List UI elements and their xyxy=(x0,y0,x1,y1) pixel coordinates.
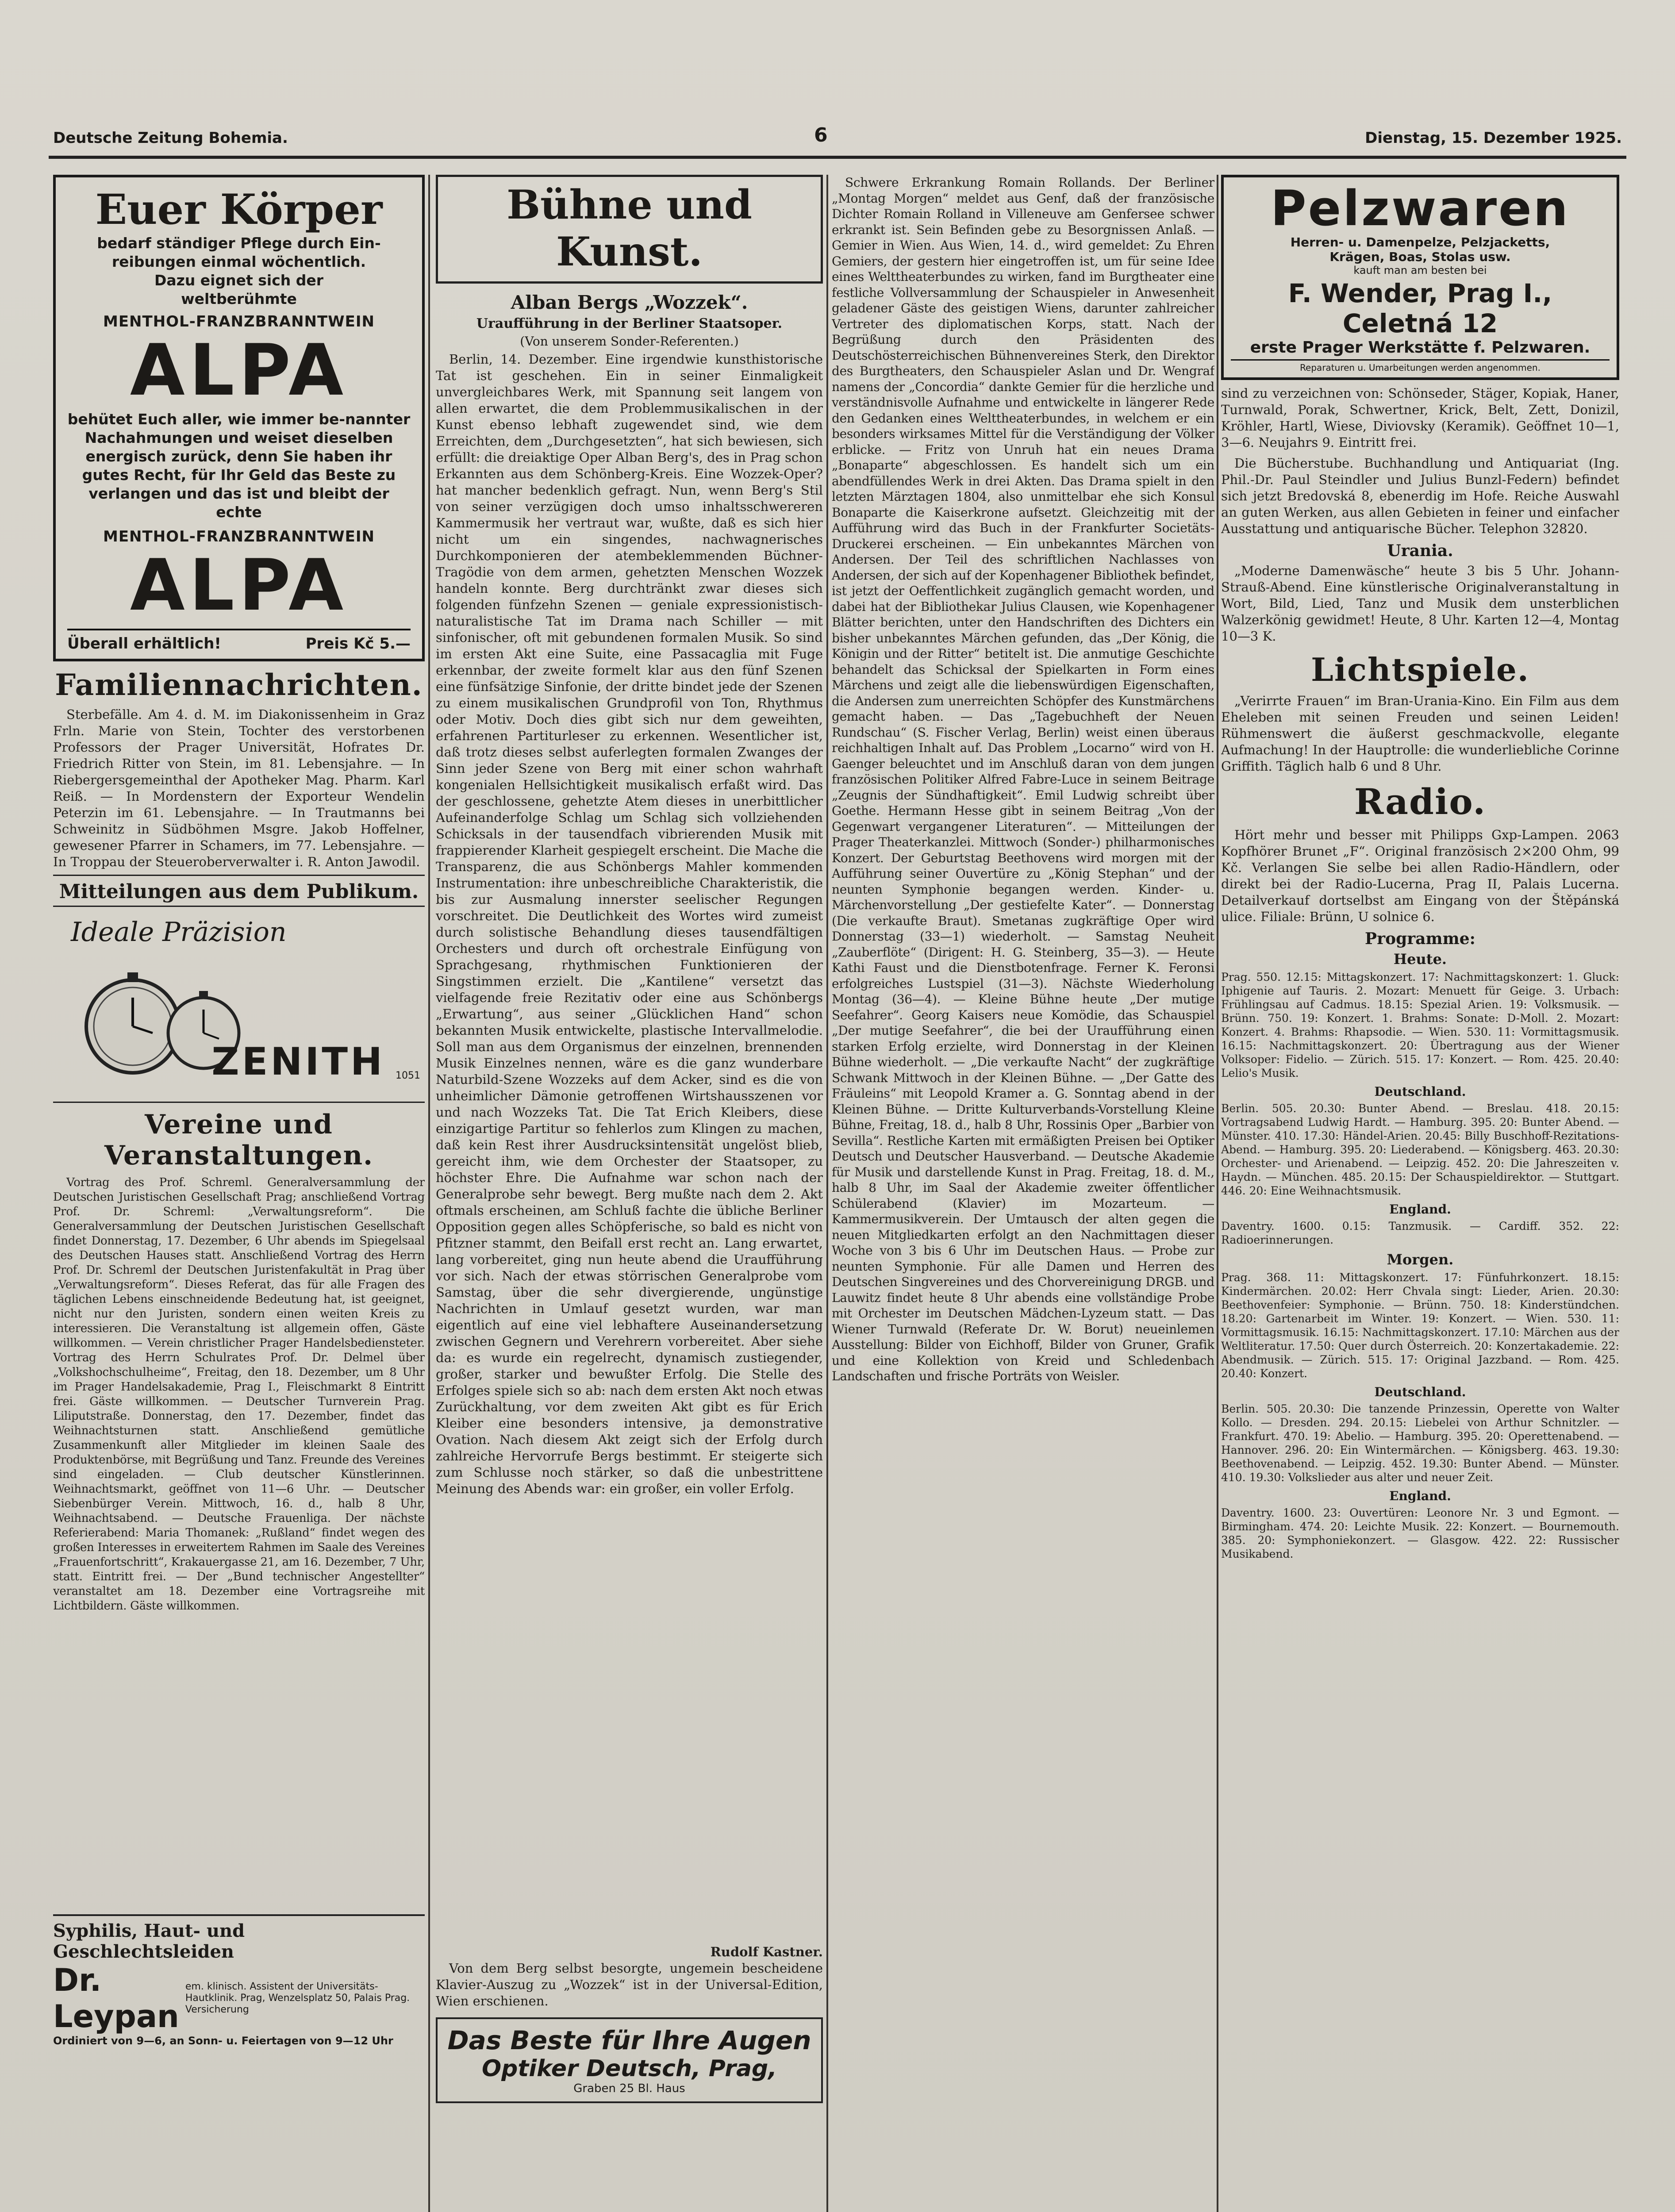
alpa-line: weltberühmte xyxy=(181,290,297,307)
germany-heading: Deutschland. xyxy=(1374,1084,1466,1099)
alpa-advertisement xyxy=(53,175,425,661)
alpa-brand: ALPA xyxy=(130,544,348,626)
alpa-footer xyxy=(67,629,411,653)
family-news-text: Sterbefälle. Am 4. d. M. im Diakonissenheim in Graz Frln. Marie von Stein, Tochter des verstorbenen Professors der Prager Universität, Hofrates Dr. Friedrich Ritter von Stein, im 81. Lebensjahre. — In Riebergersgemeinthal der Apotheker Mag. Pharm. Karl Reiß. — In Mordenstern der Exporteur Wendelin Peterzin im 61. Lebensjahre. — In Trautmanns bei Schweinitz in Südböhmen Msgre. Jakob Hoffelner, gewesener Pfarrer in Schamers, im 77. Lebensjahre. — In Troppau der Steueroberverwalter i. R. Anton Jawodil. xyxy=(53,707,425,869)
optiker-deutsch-advertisement xyxy=(436,2017,823,2103)
today-heading: Heute. xyxy=(1393,951,1447,968)
running-header xyxy=(53,120,1622,151)
optiker-address: Graben 25 Bl. Haus xyxy=(573,2082,685,2095)
column-separator xyxy=(1217,175,1218,2212)
alpa-price: Preis Kč 5.— xyxy=(305,635,411,653)
column-separator xyxy=(826,175,828,2212)
column-separator xyxy=(428,175,430,2212)
optiker-name: Optiker Deutsch, Prag, xyxy=(481,2055,777,2082)
wozzek-review-text: Berlin, 14. Dezember. Eine irgendwie kunsthistorische Tat ist geschehen. Ein in seiner Einmaligkeit unvergleichbares Werk, mit Spannung seit langem von allen erwartet, die dem Problemmusikalischen in der Kunst ebenso lebhaft zugewendet sind, wie dem Erreichten, dem „Durchgesetzten“, hat sich bewiesen, sich erfüllt: die dreiaktige Oper Alban Berg's, des in Prag schon Erkannten aus dem Schönberg-Kreis. Eine Wozzek-Oper? hat mancher bedenklich gefragt. Nun, wenn Berg's Stil von seiner verzügigen doch umso inhaltsschwereren Kammermusik her vertraut war, wußte, daß es sich hier nicht um ein singendes, nachwagnerisches Durchkomponieren der atembeklemmenden Büchner-Tragödie von dem armen, gehetzten Menschen Wozzek handeln konnte. Berg durchtränkt zwar dieses sich folgenden fünfzehn Szenen — geniale expressionistisch-naturalistische Tat im Drama nach Schiller — mit sinfonischer, oft mit gebundenen formalen Musik. So sind im ersten Akt eine Suite, eine Passacaglia mit Fuge erkennbar, der zweite formelt klar aus den fünf Szenen eine fünfsätzige Sinfonie, der dritte bindet jede der Szenen zu einem musikalischen Grundprofil von Ton, Rhythmus oder Motiv. Doch dies gibt sich nur dem geweihten, erfahrenen Partiturleser zu erkennen. Wesentlicher ist, daß trotz dieses selbst auferlegten formalen Zwanges der Sinn jeder Szene von Berg mit einer schon wahrhaft kongenialen Hellsichtigkeit musikalisch erfaßt wird. Das der geschlossene, gehetzte Atem dieses in unerbittlicher Aufeinanderfolge Schlag um Schlag sich vollziehenden Schicksals in der tausendfach vibrierenden Musik mit frappierender Klarheit gespiegelt erscheint. Die Mache die Transparenz, die aus Schönbergs Mahler kommenden Instrumentation: ihre unbeschreibliche Charakteristik, die bis zur Ausmalung innerster seelischer Regungen vorschreitet. Die Deutlichkeit des Wortes wird zumeist durch solistische Behandlung dieses tausendfältigen Orchesters und durch oft orchestrale Einfügung von Sprachgesang, rhythmischen Funktionieren der Singstimmen erzielt. Die „Kantilene“ versetzt das vielfagende freie Rezitativ oder eine aus Schönbergs „Erwartung“, aus seiner „Glücklichen Hand“ schon bekannten Musik entwickelte, plastische Intervallmelodie. Soll man aus dem Organismus der einzelnen, brennenden Musik Einzelnes nennen, wäre es die ganz wunderbare Naturbild-Szene Wozzeks auf dem Acker, sind es die von unheimlicher Dämonie getroffenen Wirtshausszenen vor und nach Wozzeks Tat. Die Tat Erich Kleibers, diese einzigartige Partitur so fehlerlos zum Klingen zu machen, daß kein Rest ihrer Ausdrucksintensität ungelöst blieb, gereicht ihm, wie dem Orchester der Staatsoper, zu höchster Ehre. Die Aufnahme war schon nach der Generalprobe sehr bewegt. Berg mußte nach dem 2. Akt oftmals erscheinen, am Schluß fachte die übliche Berliner Opposition gegen alles Schöpferische, so bald es nicht von Pfitzner stammt, den Beifall erst recht an. Lang erwartet, lang vorbereitet, ging nun heute abend die Uraufführung vor sich. Nach der etwas störrischen Generalprobe vom Samstag, über die sehr divergierende, ungünstige Nachrichten in Umlauf gesetzt wurden, war man eigentlich auf eine viel lebhaftere Auseinandersetzung zwischen Gegnern und Verehrern vorbereitet. Aber siehe da: es wurde ein regelrecht, dynamisch zustiegender, großer, starker und bewußter Erfolg. Die Stelle des Erfolges spiele sich so ab: nach dem ersten Akt noch etwas Zurückhaltung, vor dem zweiten Akt gibt es für Erich Kleiber eine besonders intensive, ja demonstrative Ovation. Nach diesem Akt zeigt sich der Erfolg durch zahlreiche Hervorrufe Bergs bestimmt. Er steigerte sich zum Schlusse noch stärker, so daß die unbestrittene Meinung des Abends war: ein großer, ein voller Erfolg. xyxy=(436,352,823,1496)
events-text: Vortrag des Prof. Schreml. Generalversammlung der Deutschen Juristischen Gesellschaft Prag; anschließend Vortrag Prof. Dr. Schreml: „Verwaltungsreform“. Die Generalversammlung der Deutschen Juristischen Gesellschaft findet Donnerstag, 17. Dezember, 6 Uhr abends im Spiegelsaal des Deutschen Hauses statt. Anschließend Vortrag des Herrn Prof. Dr. Schreml der Deutschen Juristenfakultät in Prag über „Verwaltungsreform“. Dieses Referat, das für alle Fragen des täglichen Lebens einschneidende Bedeutung hat, ist geeignet, nicht nur den Juristen, sondern einen weiten Kreis zu interessieren. Die Veranstaltung ist allgemein offen, Gäste willkommen. — Verein christlicher Prager Handelsbediensteter. Vortrag des Herrn Schulrates Prof. Dr. Delmel über „Volkshochschulheime“, Freitag, den 18. Dezember, um 8 Uhr im Prager Handelsakademie, Prag I., Fleischmarkt 8 Eintritt frei. Gäste willkommen. — Deutscher Turnverein Prag. Liliputstraße. Donnerstag, den 17. Dezember, findet das Weihnachtsturnen statt. Anschließend gemütliche Zusammenkunft aller Mitglieder im kleinen Saale des Produktenbörse, mit Begrüßung und Tanz. Freunde des Vereines sind eingeladen. — Club deutscher Künstlerinnen. Weihnachtsmarkt, geöffnet von 11—6 Uhr. — Deutscher Siebenbürger Verein. Mittwoch, 16. d., halb 8 Uhr, Weihnachtsabend. — Deutsche Frauenliga. Der nächste Referierabend: Maria Thomanek: „Rußland“ findet wegen des großen Interesses in erweitertem Rahmen im Saale des Vereines „Frauenfortschritt“, Krakauergasse 21, am 16. Dezember, 7 Uhr, statt. Eintritt frei. — Der „Bund technischer Angestellter“ veranstaltet am 18. Dezember eine Vortragsreihe mit Lichtbildern. Gäste willkommen. xyxy=(53,1176,425,1613)
culture-news-text: Schwere Erkrankung Romain Rollands. Der Berliner „Montag Morgen“ meldet aus Genf, daß der französische Dichter Romain Rolland in Villeneuve am Genfersee schwer erkrankt ist. Sein Befinden gebe zu Besorgnissen Anlaß. — Gemier in Wien. Aus Wien, 14. d., wird gemeldet: Zu Ehren Gemiers, der gestern hier eingetroffen ist, um für seine Idee eines Welttheaterbundes zu wirken, fand im Burgtheater eine festliche Vollversammlung der Schauspieler in Anwesenheit geladener Gäste des geistigen Wiens, darunter zahlreicher Vertreter des diplomatischen Korps, statt. Nach der Begrüßung durch den Präsidenten des Deutschösterreichischen Bühnenvereines Sterk, den Direktor des Burgtheaters, den Schauspieler Aslan und Dr. Wengraf namens der „Concordia“ dankte Gemier für die herzliche und verständnisvolle Aufnahme und entwickelte in längerer Rede den Gedanken eines Welttheaterbundes, in welchem er ein besonders wirksames Mittel für die Verständigung der Völker erblicke. — Fritz von Unruh hat ein neues Drama „Bonaparte“ abgeschlossen. Es handelt sich um ein abendfüllendes Werk in drei Akten. Das Drama spielt in den letzten Märztagen 1804, also unmittelbar ehe sich Konsul Bonaparte die Kaiserkrone aufsetzt. Gleichzeitig mit der Aufführung wird das Buch in der Frankfurter Societäts-Druckerei erscheinen. — Ein unbekanntes Märchen von Andersen. Der Teil des schriftlichen Nachlasses von Andersen, der sich auf der Kopenhagener Bibliothek befindet, ist jetzt der Oeffentlichkeit zugänglich gemacht worden, und dabei hat der Bibliothekar Julius Clausen, wie Kopenhagener Blätter berichten, unter den Handschriften des Dichters ein bisher unbekanntes Märchen gefunden, das „Der König, die Königin und der Ritter“ betitelt ist. Die anmutige Geschichte behandelt das Schicksal der Spielkarten in Form eines Märchens und zeigt alle die liebenswürdigen Eigenschaften, die Andersen zum unerreichten Schöpfer des Kunstmärchens gemacht haben. — Das „Tagebuchheft der Neuen Rundschau“ (S. Fischer Verlag, Berlin) weist einen überaus reichhaltigen Inhalt auf. Das Problem „Locarno“ wird von H. Gaenger beleuchtet und im Anschluß daran von dem jungen französischen Politiker Alfred Fabre-Luce in seinem Beitrage „Zeugnis der Sündhaftigkeit“. Emil Ludwig schreibt über Goethe. Hermann Hesse gibt in seinem Beitrag „Von der Gegenwart vergangener Literaturen“. — Mitteilungen der Prager Theaterkanzlei. Mittwoch (Sonder-) philharmonisches Konzert. Der Geburtstag Beethovens wird morgen mit der Aufführung seiner Ouvertüre zu „König Stephan“ und der neunten Symphonie begangen werden. Kinder- u. Märchenvorstellung „Der gestiefelte Kater“. — Donnerstag (Die verkaufte Braut). Smetanas zugkräftige Oper wird Donnerstag (33—1) wiederholt. — Samstag Neuheit „Zauberflöte“ (Dirigent: H. G. Steinberg, 35—3). — Heute Kathi Faust und die Dienstbotenfrage. Ferner K. Feronsi erfolgreiches Lustspiel (31—3). Nächste Wiederholung Montag (36—4). — Kleine Bühne heute „Der mutige Seefahrer“. Georg Kaisers neue Komödie, das Schauspiel „Der mutige Seefahrer“, die bei der Uraufführung einen starken Erfolg erzielte, wird Donnerstag in der Kleinen Bühne wiederholt. — „Die verkaufte Nacht“ der zugkräftige Schwank Mittwoch in der Kleinen Bühne. — „Der Gatte des Fräuleins“ mit Leopold Kramer a. G. Sonntag abend in der Kleinen Bühne. — Dritte Kulturverbands-Vorstellung Kleine Bühne, Freitag, 18. d., halb 8 Uhr, Rossinis Oper „Barbier von Sevilla“. Restliche Karten mit ermäßigten Preisen bei Optiker Deutsch und Deutscher Hausverband. — Deutsche Akademie für Musik und darstellende Kunst in Prag. Freitag, 18. d. M., halb 8 Uhr, im Saal der Akademie zweiter öffentlicher Schülerabend (Klavier) im Mozarteum. — Kammermusikverein. Der Umtausch der alten gegen die neuen Mitgliedkarten erfolgt an den Nachmittagen dieser Woche von 3 bis 6 Uhr im Deutschen Haus. — Probe zur neunten Symphonie. Für alle Damen und Herren des Deutschen Singvereines und des Chorvereinigung DRGB. und Lauwitz findet heute 8 Uhr abends eine vollständige Probe mit Orchester im Deutschen Mädchen-Lyzeum statt. — Das Wiener Turnwald (Referate Dr. W. Borut) neueinlemen Ausstellung: Bilder von Eichhoff, Bilder von Gruner, Grafik und eine Kollektion von Kreid und Schledenbach Landschaften und frische Porträts von Weisler. xyxy=(832,175,1214,1383)
exhibition-text: sind zu verzeichnen von: Schönseder, Stäger, Kopiak, Haner, Turnwald, Porak, Schwertner, Krick, Belt, Zett, Donizil, Kröhler, Hartl, Wiese, Diviovsky (Keramik). Geöffnet 10—1, 3—6. Neujahrs 9. Eintritt frei. xyxy=(1221,386,1619,450)
column-1 xyxy=(53,175,425,2212)
column-3 xyxy=(832,175,1214,2212)
germany-programme: Berlin. 505. 20.30: Die tanzende Prinzessin, Operette von Walter Kollo. — Dresden. 294. 20.15: Liebelei von Arthur Schnitzler. — Frankfurt. 470. 19: Abelio. — Hamburg. 395. 20: Operettenabend. — Hannover. 296. 20: Ein Wintermärchen. — Königsberg. 463. 19.30: Beethovenabend. — Leipzig. 452. 19.30: Bunter Abend. — Münster. 410. 19.30: Volkslieder aus alter und neuer Zeit. xyxy=(1221,1402,1619,1484)
england-programme: Daventry. 1600. 0.15: Tanzmusik. — Cardiff. 352. 22: Radioerinnerungen. xyxy=(1221,1220,1619,1246)
page-number: 6 xyxy=(814,124,828,146)
programmes-heading: Programme: xyxy=(1365,929,1475,948)
alpa-product: MENTHOL-FRANZBRANNTWEIN xyxy=(103,528,375,545)
england-heading: England. xyxy=(1389,1202,1451,1217)
wozzek-heading: Alban Bergs „Wozzek“. xyxy=(511,292,748,313)
family-news-heading: Familiennachrichten. xyxy=(55,668,423,702)
radio-advert-text: Hört mehr und besser mit Philipps Gxp-Lampen. 2063 Kopfhörer Brunet „F“. Original französisch 2×200 Ohm, 99 Kč. Verlangen Sie selbe bei allen Radio-Händlern, oder direkt bei der Radio-Lucerna, Prag II, Palais Lucerna. Detailverkauf dortselbst am Eingang von der Štěpánská ulice. Filiale: Brünn, U solnice 6. xyxy=(1221,827,1619,924)
alpa-warning: behütet Euch aller, wie immer be-nannter Nachahmungen und weiset dieselben energisch zurück, denn Sie haben ihr gutes Recht, für Ihr Geld das Beste zu verlangen und das ist und bleibt der echte xyxy=(67,411,411,521)
alpa-product: MENTHOL-FRANZBRANNTWEIN xyxy=(103,313,375,330)
england-heading: England. xyxy=(1389,1489,1451,1503)
bookshop-text: Die Bücherstube. Buchhandlung und Antiquariat (Ing. Phil.-Dr. Paul Steindler und Julius Bunzl-Federn) befindet sich jetzt Bredovská 8, ebenerdig im Hofe. Reiche Auswahl an guten Werken, aus allen Gebieten in feiner und einfacher Ausstattung und antiquarische Bücher. Telephon 32820. xyxy=(1221,456,1619,536)
wozzek-subheading: Uraufführung in der Berliner Staatsoper. xyxy=(476,316,783,331)
pelz-line: kauft man am besten bei xyxy=(1353,264,1487,276)
alpa-headline: Euer Körper xyxy=(95,185,383,234)
ad-code: 1051 xyxy=(396,1070,420,1081)
germany-heading: Deutschland. xyxy=(1374,1385,1466,1399)
public-notices-heading: Mitteilungen aus dem Publikum. xyxy=(59,880,419,903)
radio-heading: Radio. xyxy=(1354,781,1487,822)
england-programme: Daventry. 1600. 23: Ouvertüren: Leonore Nr. 3 und Egmont. — Birmingham. 474. 20: Leichte Musik. 22: Konzert. — Bournemouth. 385. 20: Symphoniekonzert. — Glasgow. 422. 22: Russischer Musikabend. xyxy=(1221,1506,1619,1560)
zenith-slogan: Ideale Präzision xyxy=(71,917,287,948)
tomorrow-heading: Morgen. xyxy=(1387,1251,1454,1268)
divider xyxy=(53,875,425,876)
pelz-workshop: erste Prager Werkstätte f. Pelzwaren. xyxy=(1250,338,1590,357)
alpa-line: bedarf ständiger Pflege durch Ein- xyxy=(97,234,381,252)
pelz-merchant: F. Wender, Prag I., Celetná 12 xyxy=(1288,278,1552,338)
stage-and-art-header xyxy=(436,175,823,284)
zenith-advertisement xyxy=(53,906,425,1103)
germany-programme: Berlin. 505. 20.30: Bunter Abend. — Breslau. 418. 20.15: Vortragsabend Ludwig Hardt. — Hamburg. 395. 20: Bunter Abend. — Münster. 410. 17.30: Händel-Arien. 20.45: Billy Buschhoff-Rezitations-Abend. — Hamburg. 395. 20: Liederabend. — Königsberg. 463. 20.30: Orchester- und Arienabend. — Leipzig. 452. 20: Die Jahreszeiten v. Haydn. — München. 485. 20.15: Der Schauspieldirektor. — Stuttgart. 446. 20: Eine Weihnachtsmusik. xyxy=(1221,1102,1619,1197)
optiker-slogan: Das Beste für Ihre Augen xyxy=(447,2025,811,2055)
alpa-brand: ALPA xyxy=(130,329,348,411)
stage-and-art-title: Bühne und Kunst. xyxy=(507,181,752,275)
today-programme: Prag. 550. 12.15: Mittagskonzert. 17: Nachmittagskonzert: 1. Gluck: Iphigenie auf Tauris. 2. Mozart: Menuett für Geige. 3. Urbach: Frühlingsau auf Cadmus. 18.15: Spezial Arien. 19: Volksmusik. — Brünn. 750. 19: Konzert. 1. Brahms: Sonate: D-Moll. 2. Mozart: Konzert. 4. Brahms: Rhapsodie. — Wien. 530. 11: Vormittagsmusik. 16.15: Nachmittagskonzert. 20: Übertragung aus der Wiener Volksoper: Fidelio. — Zürich. 515. 17: Konzert. — Rom. 425. 20.40: Lelio's Musik. xyxy=(1221,971,1619,1079)
urania-heading: Urania. xyxy=(1387,541,1453,560)
leypan-advertisement xyxy=(53,1914,425,2047)
leypan-detail: em. klinisch. Assistent der Universitäts-Hautklinik. Prag, Wenzelsplatz 50, Palais Prag. Versicherung xyxy=(185,1981,410,2015)
cinema-heading: Lichtspiele. xyxy=(1311,651,1529,688)
pelzwaren-advertisement xyxy=(1221,175,1619,380)
alpa-line: Dazu eignet sich der xyxy=(154,272,324,289)
pelz-line: Herren- u. Damenpelze, Pelzjacketts, xyxy=(1290,235,1550,250)
zenith-brand: ZENITH xyxy=(211,1040,385,1084)
alpa-availability: Überall erhältlich! xyxy=(67,635,221,653)
leypan-hours: Ordiniert von 9—6, an Sonn- u. Feiertagen von 9—12 Uhr xyxy=(53,2035,393,2047)
leypan-doctor-name: Dr. Leypan xyxy=(53,1962,179,2035)
cinema-text: „Verirrte Frauen“ im Bran-Urania-Kino. Ein Film aus dem Eheleben mit seinen Freuden und seinen Leiden! Rühmenswert die äußerst geschmackvolle, elegante Aufmachung! In der Hauptrolle: die wunderliebliche Corinne Griffith. Täglich halb 6 und 8 Uhr. xyxy=(1221,693,1619,774)
paper-name: Deutsche Zeitung Bohemia. xyxy=(53,129,288,147)
column-2 xyxy=(436,175,823,2212)
header-rule xyxy=(49,156,1626,159)
review-addendum: Von dem Berg selbst besorgte, ungemein bescheidene Klavier-Auszug zu „Wozzek“ ist in der Universal-Edition, Wien erschienen. xyxy=(436,1961,823,2008)
review-signature: Rudolf Kastner. xyxy=(710,1944,823,1959)
urania-text: „Moderne Damenwäsche“ heute 3 bis 5 Uhr. Johann-Strauß-Abend. Eine künstlerische Originalveranstaltung in Wort, Bild, Lied, Tanz und Musik dem unsterblichen Walzerkönig gewidmet! Heute, 8 Uhr. Karten 12—4, Montag 10—3 K. xyxy=(1221,563,1619,644)
wozzek-byline: (Von unserem Sonder-Referenten.) xyxy=(520,334,739,349)
pelz-title: Pelzwaren xyxy=(1271,180,1570,237)
events-heading: Vereine und Veranstaltungen. xyxy=(104,1109,374,1171)
leypan-heading: Syphilis, Haut- und Geschlechtsleiden xyxy=(53,1920,245,1962)
pelz-line: Krägen, Boas, Stolas usw. xyxy=(1329,250,1511,264)
issue-date: Dienstag, 15. Dezember 1925. xyxy=(1365,129,1622,147)
leypan-row xyxy=(53,1962,425,2035)
tomorrow-programme: Prag. 368. 11: Mittagskonzert. 17: Fünfuhrkonzert. 18.15: Kindermärchen. 20.02: Herr Chvala singt: Lieder, Arien. 20.30: Beethovenfeier: Symphonie. — Brünn. 750. 18: Kinderstündchen. 18.20: Gartenarbeit im Winter. 19: Konzert. — Wien. 530. 11: Vormittagsmusik. 16.15: Nachmittagskonzert. 17.10: Märchen aus der Weltliteratur. 17.50: Quer durch Österreich. 20: Konzertakademie. 22: Abendmusik. — Zürich. 515. 17: Original Jazzband. — Rom. 425. 20.40: Konzert. xyxy=(1221,1271,1619,1380)
pelz-repairs: Reparaturen u. Umarbeitungen werden angenommen. xyxy=(1231,359,1610,373)
column-4 xyxy=(1221,175,1619,2212)
alpa-line: reibungen einmal wöchentlich. xyxy=(111,253,366,270)
